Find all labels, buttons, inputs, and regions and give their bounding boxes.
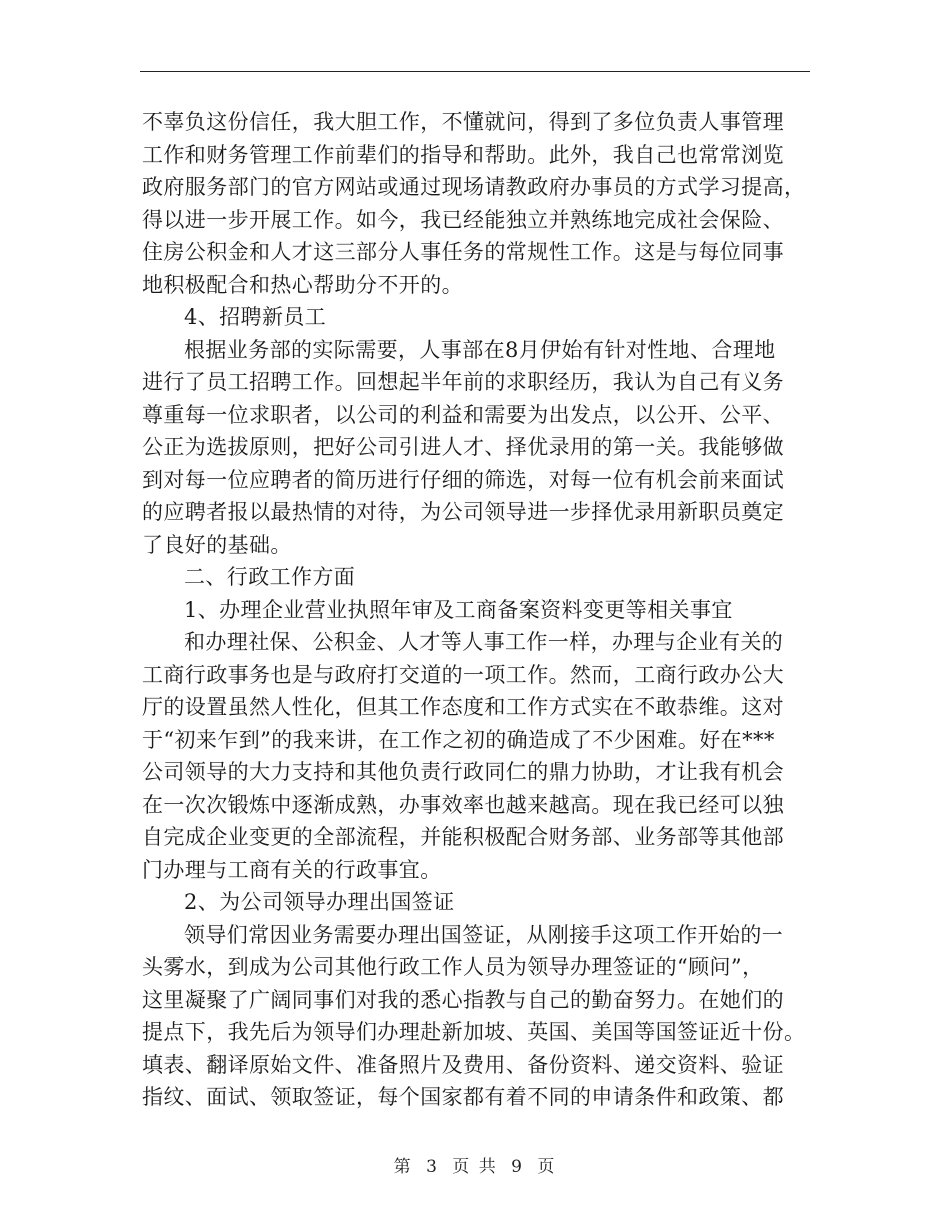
paragraph [142,886,810,919]
text-line: 头雾水，到成为公司其他行政工作人员为领导办理签证的“顾问”， [142,955,764,979]
text-line: 二、行政工作方面 [184,565,356,589]
text-line: 这里凝聚了广阔同事们对我的悉心指教与自己的勤奋努力。在她们的 [142,987,784,1012]
text-line: 自完成企业变更的全部流程，并能积极配合财务部、业务部等其他部 [142,825,784,849]
paragraph [142,919,810,1114]
text-line: 厅的设置虽然人性化，但其工作态度和工作方式实在不敢恭维。这对 [142,695,784,719]
paragraph [142,334,810,562]
footer-total-pages: 9 [511,1157,524,1177]
text-line: 2、为公司领导办理出国签证 [184,890,455,914]
footer-page-number: 3 [426,1157,439,1177]
footer-prefix: 第 [393,1157,413,1177]
text-line: 的应聘者报以最热情的对待，为公司领导进一步择优录用新职员奠定 [142,500,784,524]
text-line: 得以进一步开展工作。如今，我已经能独立并熟练地完成社会保险、 [142,207,784,232]
text-line: 公正为选拔原则，把好公司引进人才、择优录用的第一关。我能够做 [142,435,784,459]
text-line: 到对每一位应聘者的简历进行仔细的筛选，对每一位有机会前来面试 [142,467,784,492]
text-line: 了良好的基础。 [142,532,292,557]
paragraph [142,561,810,594]
text-line: 提点下，我先后为领导们办理赴新加坡、英国、美国等国签证近十份。 [142,1020,806,1044]
header-rule [140,71,810,72]
page-footer [0,1152,950,1177]
paragraph [142,626,810,886]
text-line: 进行了员工招聘工作。回想起半年前的求职经历，我认为自己有义务 [142,370,784,394]
text-line: 填表、翻译原始文件、准备照片及费用、备份资料、递交资料、验证 [142,1052,784,1077]
text-line: 工作和财务管理工作前辈们的指导和帮助。此外，我自己也常常浏览 [142,142,784,167]
text-line: 住房公积金和人才这三部分人事任务的常规性工作。这是与每位同事 [142,240,784,264]
paragraph [142,106,810,301]
text-line: 4、招聘新员工 [184,305,327,329]
text-line: 政府服务部门的官方网站或通过现场请教政府办事员的方式学习提高， [142,175,806,199]
footer-middle: 页 共 [452,1157,498,1177]
text-line: 1、办理企业营业执照年审及工商备案资料变更等相关事宜 [184,597,733,622]
text-line: 和办理社保、公积金、人才等人事工作一样，办理与企业有关的 [184,630,784,654]
text-line: 根据业务部的实际需要，人事部在8月伊始有针对性地、合理地 [184,337,776,362]
text-line: 不辜负这份信任，我大胆工作，不懂就问，得到了多位负责人事管理 [142,110,784,134]
text-line: 尊重每一位求职者，以公司的利益和需要为出发点，以公开、公平、 [142,402,784,427]
text-line: 地积极配合和热心帮助分不开的。 [142,272,463,297]
paragraph [142,594,810,627]
text-line: 于“初来乍到”的我来讲，在工作之初的确造成了不少困难。好在*** [142,727,775,752]
text-line: 工商行政事务也是与政府打交道的一项工作。然而，工商行政办公大 [142,662,784,687]
paragraph [142,301,810,334]
text-line: 公司领导的大力支持和其他负责行政同仁的鼎力协助，才让我有机会 [142,760,784,784]
text-line: 领导们常因业务需要办理出国签证，从刚接手这项工作开始的一 [184,922,784,947]
text-line: 门办理与工商有关的行政事宜。 [142,857,442,882]
text-line: 指纹、面试、领取签证，每个国家都有着不同的申请条件和政策、都 [142,1085,784,1109]
footer-suffix: 页 [537,1157,557,1177]
body-text [142,106,810,1114]
text-line: 在一次次锻炼中逐渐成熟，办事效率也越来越高。现在我已经可以独 [142,792,784,817]
